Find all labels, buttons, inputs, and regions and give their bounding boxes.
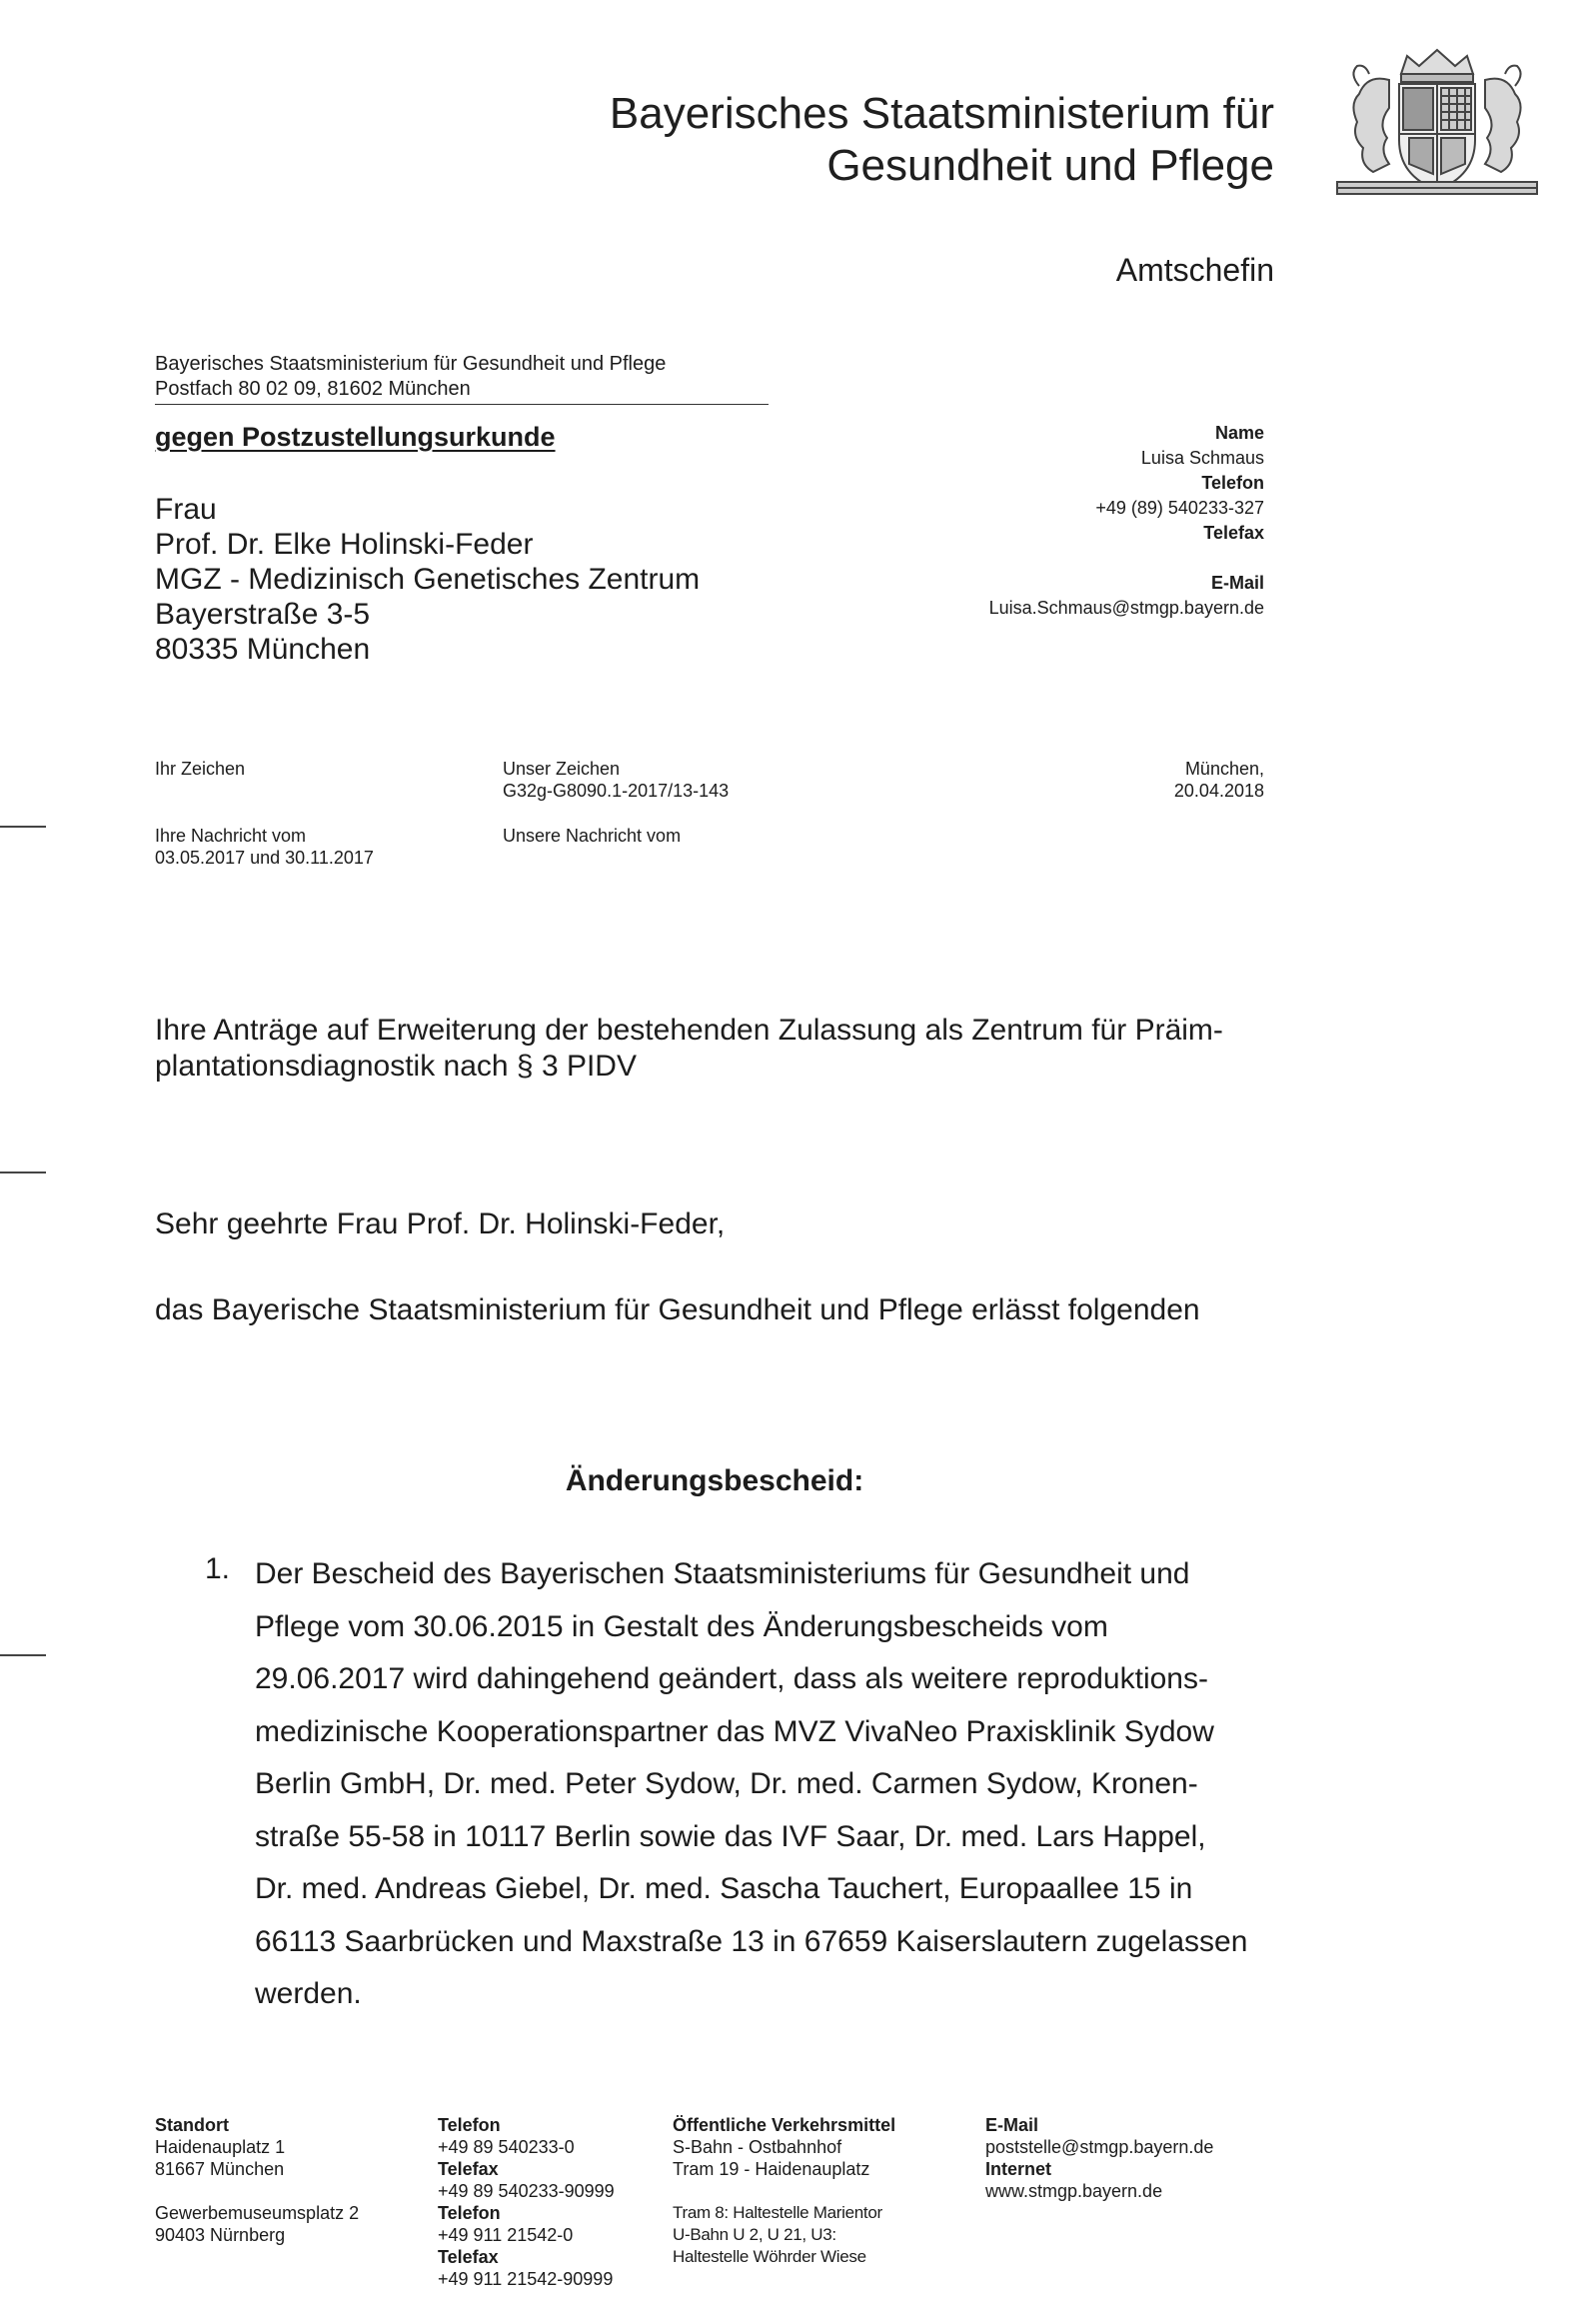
footer-phone-label-2: Telefon: [438, 2203, 501, 2223]
your-message-label: Ihre Nachricht vom: [155, 826, 307, 846]
contact-block: [989, 421, 1264, 621]
intro-sentence: das Bayerische Staatsministerium für Gesundheit und Pflege erlässt folgenden: [155, 1293, 1200, 1326]
footer-online: [985, 2114, 1213, 2202]
ministry-title-line2: Gesundheit und Pflege: [826, 141, 1274, 190]
contact-name: Luisa Schmaus: [1140, 448, 1264, 468]
footer-fax-1: +49 89 540233-90999: [438, 2181, 615, 2201]
footer-fax-label: Telefax: [438, 2159, 499, 2179]
your-message-value: 03.05.2017 und 30.11.2017: [155, 848, 374, 868]
footer-transit-1: S-Bahn - Ostbahnhof: [673, 2137, 842, 2157]
recipient-organization: MGZ - Medizinisch Genetisches Zentrum: [155, 563, 701, 596]
letter-date-value: 20.04.2018: [1173, 781, 1264, 801]
letter-place: München,: [1184, 759, 1264, 779]
footer-phone-2: +49 911 21542-0: [438, 2225, 574, 2245]
punch-mark: [0, 1171, 46, 1173]
decision-heading: [0, 1464, 1429, 1498]
subject-line: [155, 1013, 1284, 1085]
ministry-title: [610, 88, 1274, 192]
footer-location-2-street: Gewerbemuseumsplatz 2: [155, 2203, 360, 2223]
your-reference: [155, 758, 245, 780]
decision-heading-text: Änderungsbescheid:: [565, 1464, 864, 1497]
return-address-line2: Postfach 80 02 09, 81602 München: [155, 378, 471, 400]
letter-date: [1174, 758, 1264, 802]
footer-location: [155, 2114, 359, 2246]
coat-of-arms-icon: [1329, 44, 1545, 200]
recipient-address: [155, 492, 700, 667]
recipient-salutation: Frau: [155, 493, 217, 526]
subject-line2: plantationsdiagnostik nach § 3 PIDV: [155, 1050, 637, 1083]
office-title: Amtschefin: [1115, 252, 1274, 288]
fold-mark-bottom: [0, 1654, 46, 1656]
our-message: [503, 825, 681, 847]
your-reference-label: Ihr Zeichen: [155, 759, 246, 779]
item-line: 66113 Saarbrücken und Maxstraße 13 in 67659 Kaiserslautern zugelassen: [255, 1924, 1248, 1958]
subject-line1: Ihre Anträge auf Erweiterung der bestehenden Zulassung als Zentrum für Präim-: [155, 1014, 1223, 1047]
footer-location-label: Standort: [155, 2115, 229, 2135]
fold-mark-top: [0, 826, 46, 828]
contact-phone: +49 (89) 540233-327: [1095, 498, 1264, 518]
delivery-note: gegen Postzustellungsurkunde: [155, 422, 556, 452]
decision-item-1: [255, 1548, 1284, 2021]
contact-name-label: Name: [1214, 423, 1264, 443]
footer-transit-label: Öffentliche Verkehrsmittel: [673, 2115, 896, 2135]
recipient-street: Bayerstraße 3-5: [155, 598, 371, 631]
item-line: werden.: [255, 1977, 362, 2010]
our-reference-value: G32g-G8090.1-2017/13-143: [503, 781, 730, 801]
footer-transit-2: Tram 19 - Haidenauplatz: [673, 2159, 870, 2179]
footer-location-1-street: Haidenauplatz 1: [155, 2137, 286, 2157]
recipient-city: 80335 München: [155, 633, 371, 666]
contact-email[interactable]: Luisa.Schmaus@stmgp.bayern.de: [988, 598, 1264, 618]
footer-transit: [673, 2114, 895, 2268]
contact-fax-empty: [989, 546, 1264, 571]
contact-email-label: E-Mail: [1210, 573, 1264, 593]
item-line: Dr. med. Andreas Giebel, Dr. med. Sascha Tauchert, Europaallee 15 in: [255, 1872, 1193, 1905]
return-address-line1: Bayerisches Staatsministerium für Gesundheit und Pflege: [155, 353, 667, 375]
return-address: [155, 352, 769, 405]
footer-location-2-city: 90403 Nürnberg: [155, 2225, 286, 2245]
ministry-title-line1: Bayerisches Staatsministerium für: [609, 89, 1274, 138]
item-line: straße 55-58 in 10117 Berlin sowie das IVF Saar, Dr. med. Lars Happel,: [255, 1819, 1206, 1853]
letter-salutation: Sehr geehrte Frau Prof. Dr. Holinski-Feder,: [155, 1207, 726, 1240]
our-message-label: Unsere Nachricht vom: [503, 826, 682, 846]
footer-email-label: E-Mail: [985, 2115, 1039, 2135]
our-reference: [503, 758, 729, 802]
footer-fax-label-2: Telefax: [438, 2247, 499, 2267]
footer-phone-label: Telefon: [438, 2115, 501, 2135]
item-line: Der Bescheid des Bayerischen Staatsministeriums für Gesundheit und: [255, 1557, 1190, 1590]
contact-phone-label: Telefon: [1201, 473, 1264, 493]
footer-fax-2: +49 911 21542-90999: [438, 2269, 614, 2289]
your-message: [155, 825, 374, 869]
footer-email[interactable]: poststelle@stmgp.bayern.de: [985, 2137, 1214, 2157]
contact-fax-label: Telefax: [1203, 523, 1264, 543]
footer-phone-1: +49 89 540233-0: [438, 2137, 575, 2157]
footer-location-1-city: 81667 München: [155, 2159, 285, 2179]
item-line: 29.06.2017 wird dahingehend geändert, dass als weitere reproduktions-: [255, 1662, 1208, 1695]
footer-transit-3: Tram 8: Haltestelle Marientor: [673, 2203, 882, 2222]
our-reference-label: Unser Zeichen: [503, 759, 621, 779]
footer-website-link[interactable]: www.stmgp.bayern.de: [985, 2181, 1163, 2201]
footer-phone: [438, 2114, 615, 2290]
item-number: 1.: [205, 1552, 231, 1585]
footer-internet-label: Internet: [985, 2159, 1052, 2179]
footer-transit-5: Haltestelle Wöhrder Wiese: [673, 2247, 866, 2266]
item-line: medizinische Kooperationspartner das MVZ VivaNeo Praxisklinik Sydow: [255, 1714, 1214, 1748]
recipient-name: Prof. Dr. Elke Holinski-Feder: [155, 528, 534, 561]
footer-transit-4: U-Bahn U 2, U 21, U3:: [673, 2225, 836, 2244]
item-line: Berlin GmbH, Dr. med. Peter Sydow, Dr. med. Carmen Sydow, Kronen-: [255, 1767, 1198, 1800]
item-line: Pflege vom 30.06.2015 in Gestalt des Änderungsbescheids vom: [255, 1609, 1108, 1643]
